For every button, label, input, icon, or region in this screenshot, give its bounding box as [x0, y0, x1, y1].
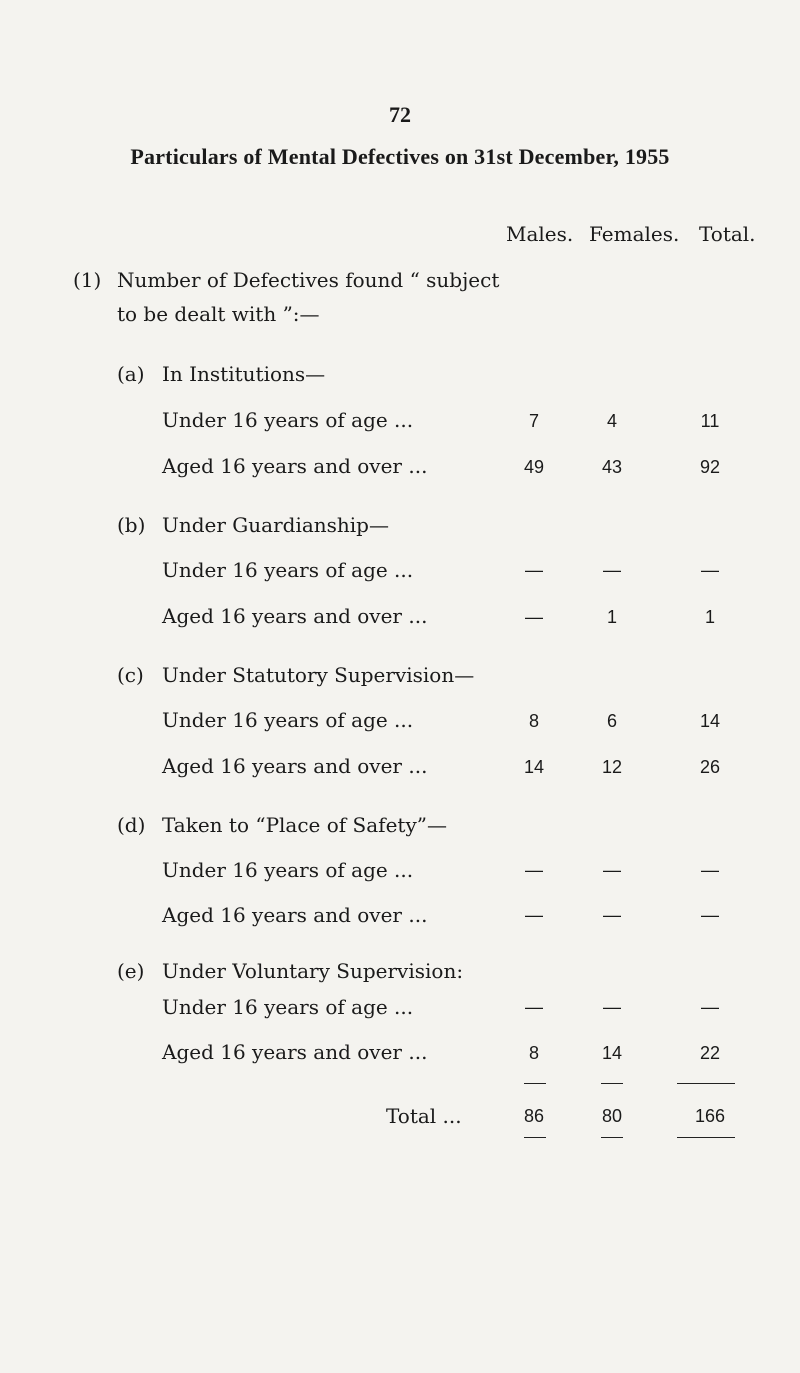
cell-total: 1 [704, 607, 715, 627]
row-label: Aged 16 years and over ... [162, 903, 428, 927]
rule-males-bottom [524, 1137, 546, 1138]
cell-total: — [701, 560, 719, 580]
cell-females: 14 [601, 1043, 623, 1063]
cell-males: 7 [528, 411, 539, 431]
cell-females: — [603, 905, 621, 925]
group-title-statutory-supervision: Under Statutory Supervision— [162, 663, 475, 687]
cell-males: 8 [528, 711, 539, 731]
cell-males: — [525, 860, 543, 880]
cell-males: 49 [523, 457, 545, 477]
column-header-males: Males. [506, 222, 574, 246]
group-title-institutions: In Institutions— [162, 362, 326, 386]
cell-total: — [701, 997, 719, 1017]
cell-females: 4 [606, 411, 617, 431]
cell-total: — [701, 860, 719, 880]
row-label: Aged 16 years and over ... [162, 454, 428, 478]
cell-females: 43 [601, 457, 623, 477]
cell-males: 8 [528, 1043, 539, 1063]
rule-females-top [601, 1083, 623, 1084]
total-label: Total ... [386, 1104, 462, 1128]
cell-total: 26 [699, 757, 721, 777]
row-label: Aged 16 years and over ... [162, 754, 428, 778]
row-label: Under 16 years of age ... [162, 558, 414, 582]
cell-total: 11 [700, 411, 720, 431]
rule-total-top [677, 1083, 735, 1084]
rule-total-bottom [677, 1137, 735, 1138]
cell-females: — [603, 860, 621, 880]
group-label: (e) [117, 959, 145, 983]
group-label: (b) [117, 513, 146, 537]
cell-males: — [525, 905, 543, 925]
cell-females: — [603, 997, 621, 1017]
cell-females: 12 [601, 757, 623, 777]
cell-females: 6 [606, 711, 617, 731]
row-label: Under 16 years of age ... [162, 858, 414, 882]
cell-total: — [701, 905, 719, 925]
cell-females: — [603, 560, 621, 580]
group-title-guardianship: Under Guardianship— [162, 513, 389, 537]
row-label: Aged 16 years and over ... [162, 1040, 428, 1064]
row-label: Under 16 years of age ... [162, 408, 414, 432]
total-females: 80 [601, 1106, 623, 1126]
row-label: Under 16 years of age ... [162, 995, 414, 1019]
group-label: (a) [117, 362, 145, 386]
group-label: (c) [117, 663, 144, 687]
cell-females: 1 [606, 607, 617, 627]
group-label: (d) [117, 813, 146, 837]
cell-total: 22 [699, 1043, 721, 1063]
section-heading: Number of Defectives found “ subject [117, 268, 500, 292]
total-total: 166 [694, 1106, 726, 1126]
column-header-total: Total. [699, 222, 756, 246]
cell-males: — [525, 997, 543, 1017]
group-title-voluntary-supervision: Under Voluntary Supervision: [162, 959, 464, 983]
rule-males-top [524, 1083, 546, 1084]
cell-males: — [525, 607, 543, 627]
total-males: 86 [523, 1106, 545, 1126]
group-title-place-of-safety: Taken to “Place of Safety”— [162, 813, 447, 837]
cell-total: 92 [699, 457, 721, 477]
cell-males: — [525, 560, 543, 580]
page-number: 72 [389, 102, 411, 127]
section-heading-continued: to be dealt with ”:— [117, 302, 320, 326]
page-title: Particulars of Mental Defectives on 31st December, 1955 [130, 144, 670, 169]
cell-total: 14 [699, 711, 721, 731]
row-label: Aged 16 years and over ... [162, 604, 428, 628]
cell-males: 14 [523, 757, 545, 777]
column-header-females: Females. [589, 222, 680, 246]
rule-females-bottom [601, 1137, 623, 1138]
row-label: Under 16 years of age ... [162, 708, 414, 732]
section-number: (1) [73, 268, 102, 292]
